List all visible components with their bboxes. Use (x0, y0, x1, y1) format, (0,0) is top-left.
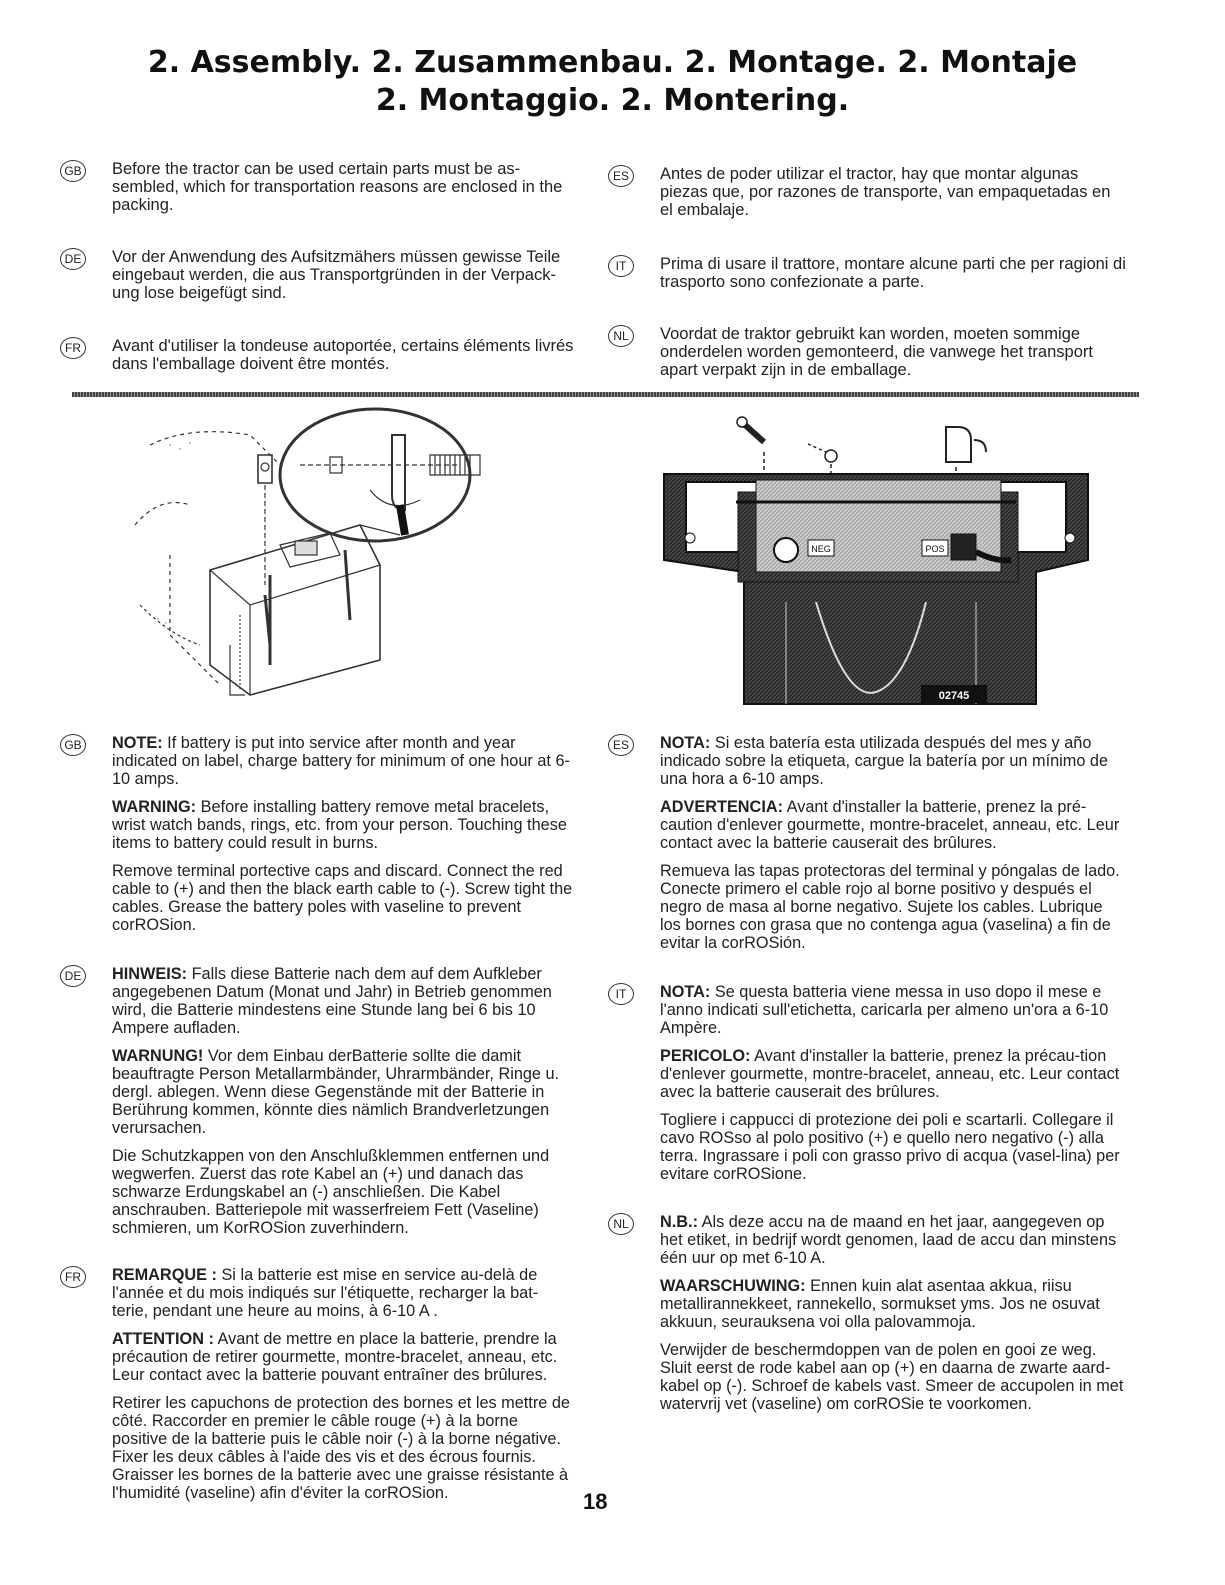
lang-badge-de-note: DE (60, 965, 86, 987)
neg-terminal-label: NEG (811, 544, 831, 554)
note-text-fr: Si la batterie est mise en service au-delà de l'année et du mois indiqués sur l'étiquette, recharger la bat-terie, pendant une heure au moins, à 6-10 A . (112, 1266, 539, 1320)
note-text-de: Falls diese Batterie nach dem auf dem Aufkleber angegebenen Datum (Monat und Jahr) in Betrieb genommen wird, die Batterie mindestens eine Stunde lang bei 6 bis 10 Ampere aufladen. (112, 965, 552, 1037)
note-text-gb: If battery is put into service after month and year indicated on label, charge battery for minimum of one hour at 6-10 amps. (112, 734, 570, 788)
lang-badge-it-note: IT (608, 983, 634, 1005)
intro-text-it: Prima di usare il trattore, montare alcune parti che per ragioni di trasporto sono confezionate a parte. (660, 255, 1126, 291)
intro-text-fr: Avant d'utiliser la tondeuse autoportée, certains éléments livrés dans l'emballage doivent être montés. (112, 337, 574, 373)
page-number: 18 (583, 1489, 608, 1514)
warning-label-it: PERICOLO: (660, 1047, 751, 1065)
intro-gb (66, 160, 574, 214)
intro-fr (66, 337, 574, 373)
lang-badge-es-note: ES (608, 734, 634, 756)
warning-label-gb: WARNING: (112, 798, 197, 816)
lang-badge-nl-note: NL (608, 1213, 634, 1235)
battery-tray-figure (656, 412, 1096, 706)
battery-installation-figure (130, 405, 530, 705)
warning-text-de: Vor dem Einbau derBatterie sollte die damit beauftragte Person Metallarmbänder, Uhrarmbänder, Ringe u. dergl. ablegen. Wenn diese Gegenstände mit der Batterie in Berührung kommen, könnte dies nämlich Brandverletzungen verursachen. (112, 1047, 560, 1137)
body-text-de: Die Schutzkappen von den Anschlußklemmen entfernen und wegwerfen. Zuerst das rote Kabel an (+) und danach das schwarze Erdungskabel an (-) anschließen. Die Kabel anschrauben. Batteriepole mit wasserfreiem Fett (Vaseline) schmieren, um KorROSion zuverhindern. (112, 1147, 550, 1237)
intro-nl (614, 325, 1126, 379)
section-de (66, 965, 574, 1247)
lang-badge-gb: GB (60, 160, 86, 182)
lang-badge-de: DE (60, 248, 86, 270)
warning-text-it: Avant d'installer la batterie, prenez la précau-tion d'enlever gourmette, montre-bracelet, anneau, etc. Leur contact avec la batterie causerait des brûlures. (660, 1047, 1120, 1101)
lang-badge-es: ES (608, 165, 634, 187)
body-text-fr: Retirer les capuchons de protection des bornes et les mettre de côté. Raccorder en premier le câble rouge (+) à la borne positive de la batterie puis le câble noir (-) à la borne négative. Fixer les deux câbles à l'aide des vis et des écrous fournis. Graisser les bornes de la batterie avec une graisse résistante à l'humidité (vaseline) afin d'éviter la corROSion. (112, 1394, 570, 1502)
body-text-gb: Remove terminal portective caps and discard. Connect the red cable to (+) and then the black earth cable to (-). Screw tight the cables. Grease the battery poles with vaseline to prevent corROSion. (112, 862, 573, 934)
intro-text-nl: Voordat de traktor gebruikt kan worden, moeten sommige onderdelen worden gemonteerd, die vanwege het transport apart verpakt zijn in de emballage. (660, 325, 1093, 379)
note-label-it: NOTA: (660, 983, 711, 1001)
warning-text-fr: Avant de mettre en place la batterie, prendre la précaution de retirer gourmette, montre-bracelet, anneau, etc. Leur contact avec la batterie pouvant entraîner des brûlures. (112, 1330, 558, 1384)
note-label-nl: N.B.: (660, 1213, 698, 1231)
warning-text-gb: Before installing battery remove metal bracelets, wrist watch bands, rings, etc. from your person. Touching these items to battery could result in burns. (112, 798, 567, 852)
intro-it (614, 255, 1126, 291)
warning-label-de: WARNUNG! (112, 1047, 204, 1065)
body-text-it: Togliere i cappucci di protezione dei poli e scartarli. Collegare il cavo ROSso al polo positivo (+) e quello nero negativo (-) alla terra. Ingrassare i poli con grasso privo di acqua (vasel-lina) per evitare corROSione. (660, 1111, 1120, 1183)
warning-label-fr: ATTENTION : (112, 1330, 214, 1348)
section-nl (614, 1213, 1126, 1423)
intro-de (66, 248, 574, 302)
lang-badge-it: IT (608, 255, 634, 277)
warning-text-es: Avant d'installer la batterie, prenez la pré-caution d'enlever gourmette, montre-bracelet, anneau, etc. Leur contact avec la batterie causerait des brûlures. (660, 798, 1120, 852)
figure-number: 02745 (938, 690, 970, 702)
note-label-es: NOTA: (660, 734, 711, 752)
note-text-nl: Als deze accu na de maand en het jaar, aangegeven op het etiket, in bedrijf wordt genomen, laad de accu dan minstens één uur op met 6-10 A. (660, 1213, 1117, 1267)
lang-badge-fr-note: FR (60, 1266, 86, 1288)
section-it (614, 983, 1126, 1193)
pos-terminal-label: POS (925, 544, 945, 554)
section-es (614, 734, 1126, 962)
section-fr (66, 1266, 574, 1512)
note-label-fr: REMARQUE : (112, 1266, 217, 1284)
section-gb (66, 734, 574, 944)
intro-text-es: Antes de poder utilizar el tractor, hay que montar algunas piezas que, por razones de transporte, van empaquetadas en el embalaje. (660, 165, 1111, 219)
intro-text-de: Vor der Anwendung des Aufsitzmähers müssen gewisse Teile eingebaut werden, die aus Transportgründen in der Verpack-ung lose beigefügt sind. (112, 248, 561, 302)
note-label-gb: NOTE: (112, 734, 163, 752)
title-line-2: 2. Montaggio. 2. Montering. (375, 83, 850, 118)
intro-es (614, 165, 1126, 219)
note-text-es: Si esta batería esta utilizada después del mes y año indicado sobre la etiqueta, cargue la batería por un mínimo de una hora a 6-10 amps. (660, 734, 1109, 788)
lang-badge-fr: FR (60, 337, 86, 359)
lang-badge-nl: NL (608, 325, 634, 347)
lang-badge-gb-note: GB (60, 734, 86, 756)
intro-text-gb: Before the tractor can be used certain parts must be as-sembled, which for transportation reasons are enclosed in the packing. (112, 160, 563, 214)
body-text-es: Remueva las tapas protectoras del terminal y póngalas de lado. Conecte primero el cable rojo al borne positivo y después el negro de masa al borne negativo. Sujete los cables. Lubrique los bornes con grasa que no contenga agua (vaselina) a fin de evitar la corROSión. (660, 862, 1120, 952)
note-label-de: HINWEIS: (112, 965, 188, 983)
body-text-nl: Verwijder de beschermdoppen van de polen en gooi ze weg. Sluit eerst de rode kabel aan op (+) en daarna de zwarte aard-kabel op (-). Schroef de kabels vast. Smeer de accupolen in met watervrij vet (vaseline) om corROSie te voorkomen. (660, 1341, 1124, 1413)
section-divider (72, 392, 1139, 397)
page-title (0, 44, 1225, 120)
note-text-it: Se questa batteria viene messa in uso dopo il mese e l'anno indicati sull'etichetta, caricarla per almeno un'ora a 6-10 Ampère. (660, 983, 1109, 1037)
warning-text-nl: Ennen kuin alat asentaa akkua, riisu metallirannekkeet, rannekello, sormukset yms. Jos ne osuvat akkuun, seurauksena voi olla palovammoja. (660, 1277, 1100, 1331)
warning-label-nl: WAARSCHUWING: (660, 1277, 806, 1295)
title-line-1: 2. Assembly. 2. Zusammenbau. 2. Montage. 2. Montaje (147, 45, 1078, 80)
warning-label-es: ADVERTENCIA: (660, 798, 784, 816)
